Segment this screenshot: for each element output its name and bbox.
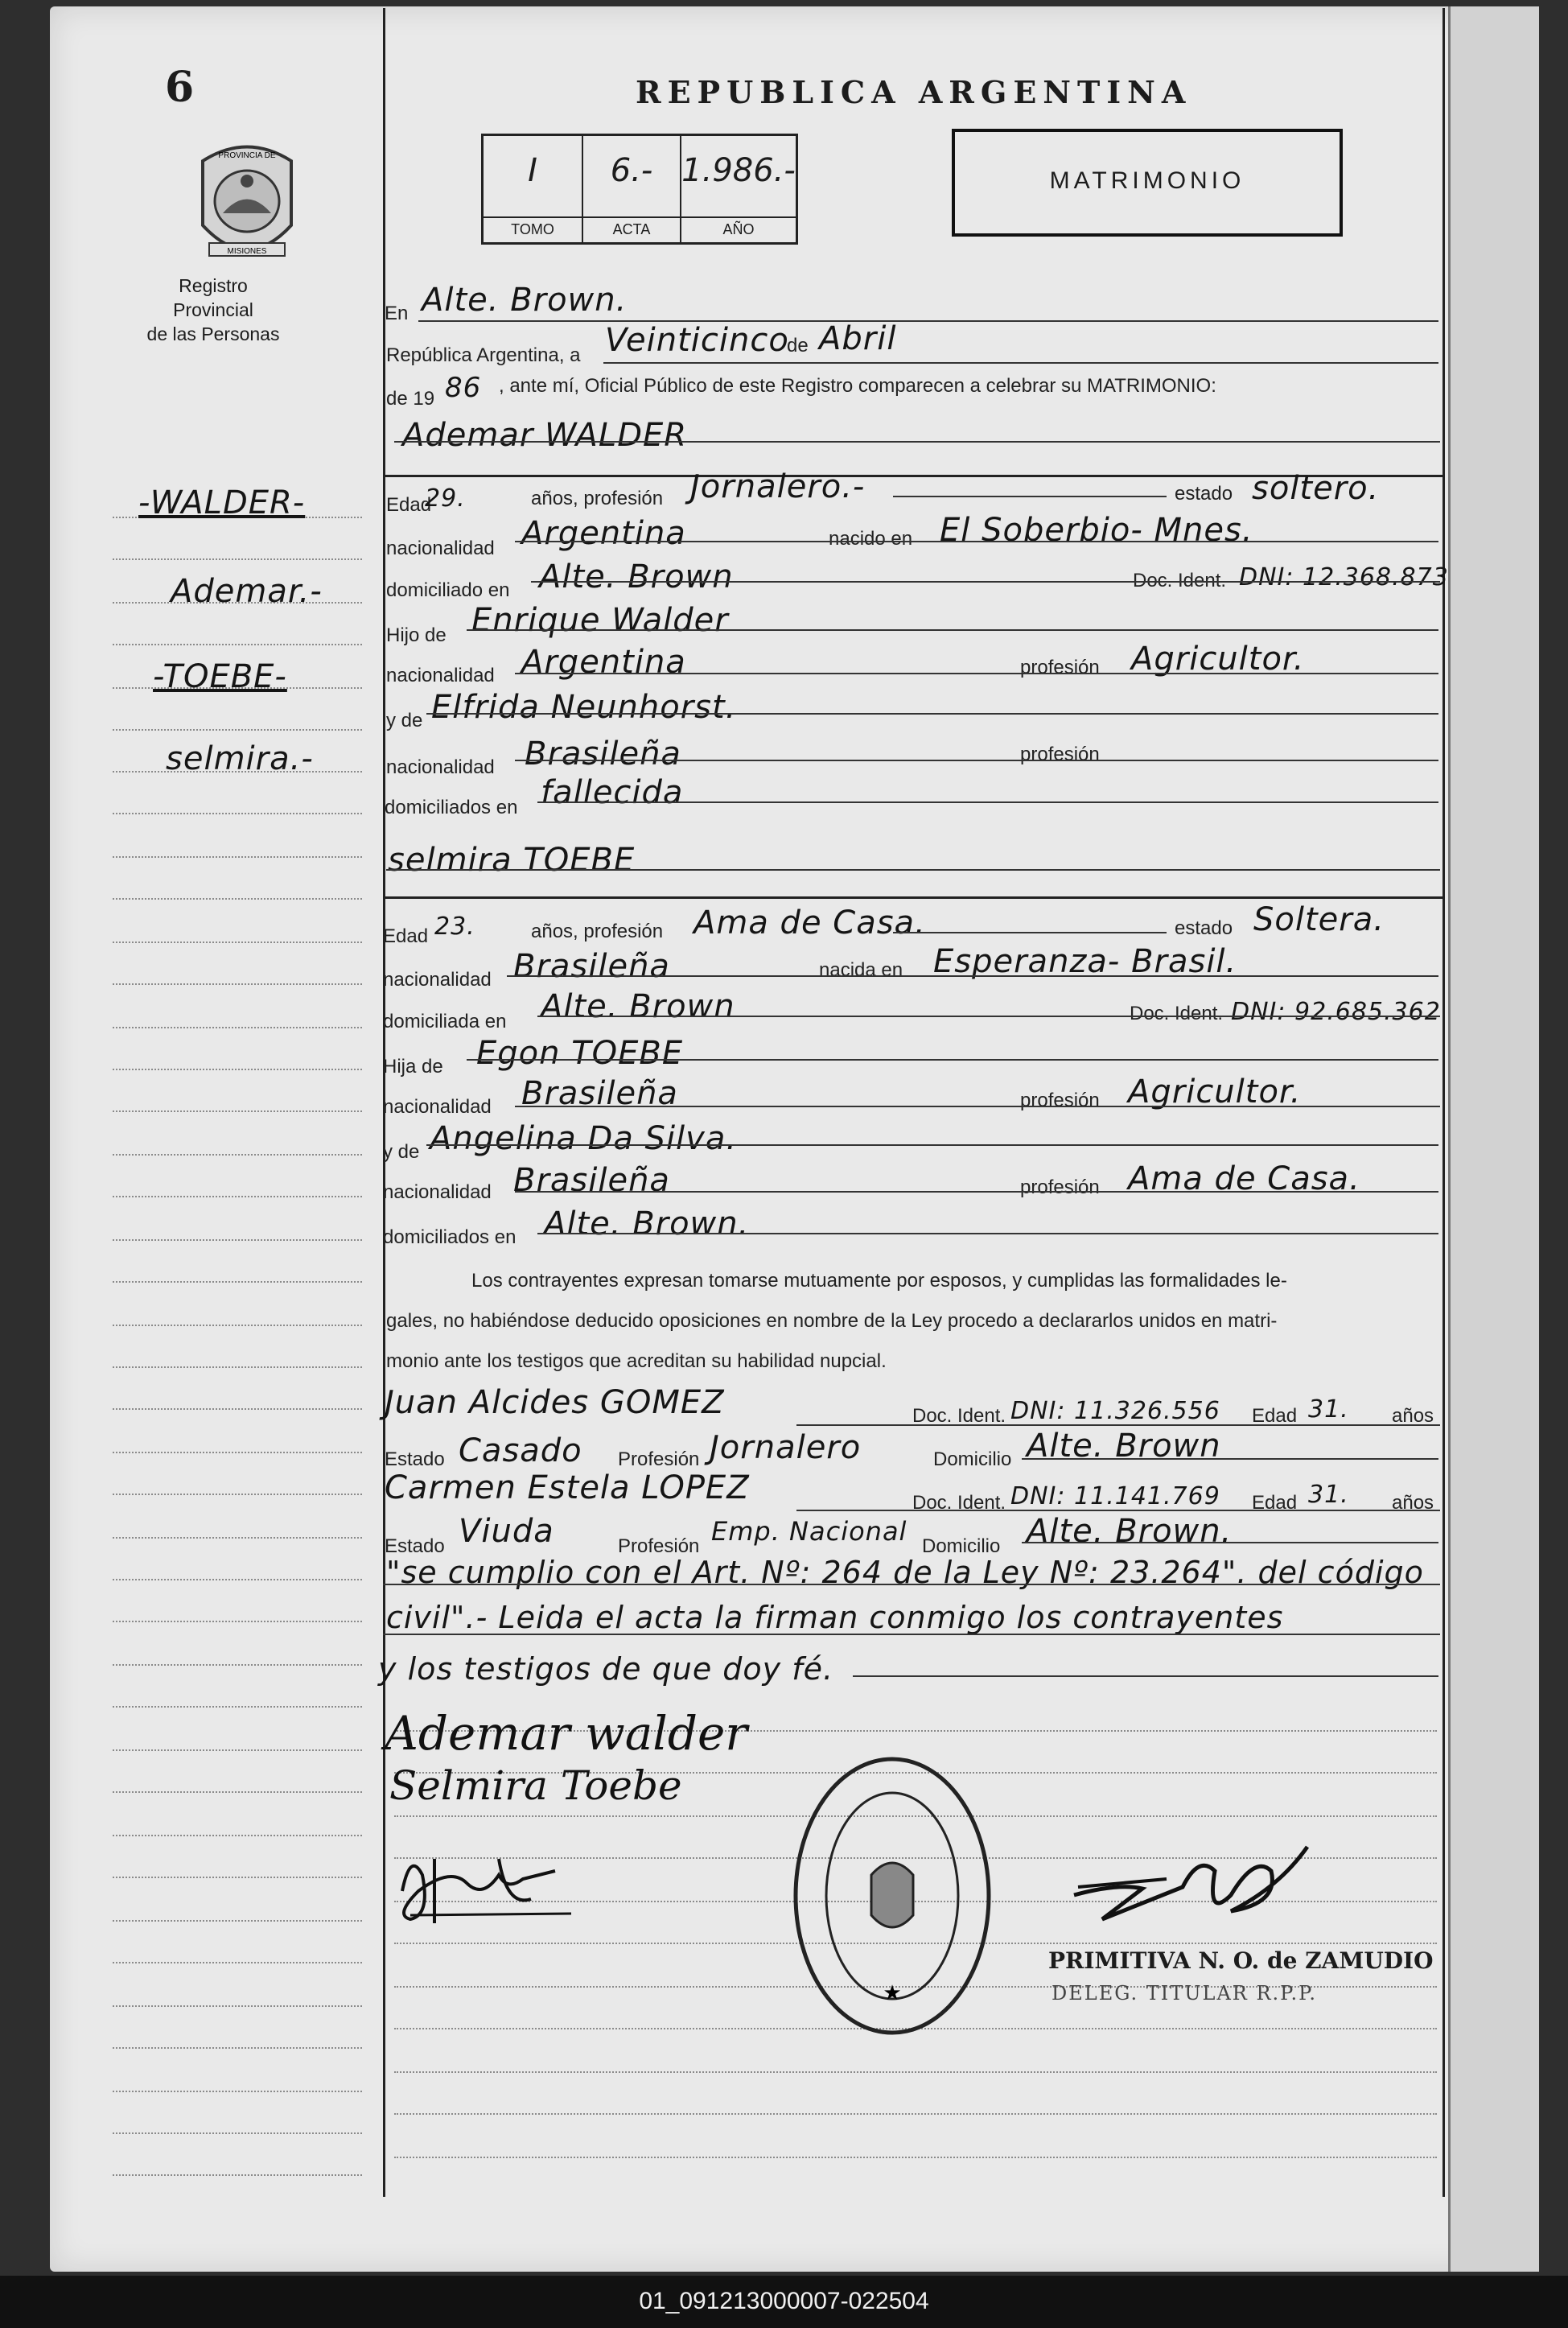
margin-line [113, 1835, 362, 1836]
rule [537, 1016, 1440, 1017]
groom-full-name: Ademar WALDER [402, 417, 688, 454]
margin-line [113, 1621, 362, 1622]
rule [467, 1059, 1438, 1061]
bride-nacida-label: nacida en [819, 959, 903, 981]
registry-label-line2: de las Personas [146, 323, 280, 344]
section-divider [385, 896, 1442, 899]
bride-mother-profession: Ama de Casa. [1128, 1160, 1360, 1197]
margin-groom-surname: -WALDER- [138, 484, 306, 521]
groom-mother-nationality: Brasileña [525, 735, 681, 773]
margin-line [113, 898, 362, 900]
margin-line [113, 856, 362, 858]
groom-father: Enrique Walder [471, 602, 729, 639]
year-suffix: 86 [445, 372, 482, 404]
witness2-doc-label: Doc. Ident. [912, 1492, 1006, 1514]
witness2-profesion-label: Profesión [618, 1535, 700, 1557]
registry-label-line1: Registro Provincial [173, 275, 253, 320]
margin-line [113, 2174, 362, 2176]
margin-line [113, 2005, 362, 2007]
rule [515, 1106, 1440, 1107]
margin-line [113, 1962, 362, 1963]
bride-doc: DNI: 92.685.362 [1231, 998, 1441, 1026]
witness2-status: Viuda [459, 1513, 554, 1550]
bride-age: 23. [434, 913, 475, 941]
witness-signature-scribble [386, 1843, 579, 1931]
bride-domicile: Alte. Brown [541, 988, 735, 1025]
notes-line1: "se cumplio con el Art. Nº: 264 de la Ley Nº: 23.264". del código [386, 1555, 1424, 1590]
declaration-line2: gales, no habiéndose deducido oposiciones en nombre de la Ley procedo a declararlos unidos en matri- [386, 1310, 1278, 1332]
bride-father-nat-label: nacionalidad [383, 1096, 492, 1118]
groom-domiciliado-label: domiciliado en [386, 579, 510, 601]
bride-birthplace: Esperanza- Brasil. [933, 943, 1237, 980]
margin-line [113, 813, 362, 814]
groom-domicile: Alte. Brown [539, 558, 734, 595]
rule [537, 1233, 1438, 1234]
rule [853, 1675, 1438, 1677]
rule [394, 441, 1440, 443]
bride-signature: Selmira Toebe [389, 1762, 682, 1809]
margin-line [113, 1664, 362, 1666]
bride-domiciliada-label: domiciliada en [383, 1011, 507, 1032]
witness1-name: Juan Alcides GOMEZ [385, 1384, 725, 1421]
margin-line [113, 1325, 362, 1326]
bride-profession: Ama de Casa. [693, 904, 926, 942]
witness2-profession: Emp. Nacional [711, 1516, 907, 1547]
rule [383, 1634, 1440, 1635]
rule [537, 801, 1438, 803]
margin-bride-surname: -TOEBE- [153, 658, 287, 695]
margin-line [113, 2132, 362, 2134]
witness2-name: Carmen Estela LOPEZ [385, 1469, 750, 1506]
rule [467, 629, 1438, 631]
de-label: de [787, 335, 809, 356]
bride-y-de-label: y de [383, 1141, 420, 1163]
groom-edad-label: Edad [386, 494, 432, 516]
tomo-cell [484, 136, 583, 242]
groom-mother-prof-label: profesión [1020, 744, 1100, 765]
margin-line [113, 942, 362, 943]
groom-marital-status: soltero. [1252, 470, 1380, 507]
witness1-age: 31. [1308, 1395, 1349, 1424]
rule [796, 1424, 1440, 1426]
registry-stamp-seal [791, 1754, 994, 2038]
margin-line [113, 558, 362, 560]
margin-line [113, 2047, 362, 2049]
seal-bottom-text: MISIONES [227, 247, 267, 256]
province-seal-icon [187, 137, 307, 274]
groom-profession: Jornalero.- [690, 468, 866, 505]
ano-label: AÑO [681, 216, 796, 238]
seal-top-text: PROVINCIA DE [218, 151, 276, 160]
margin-line [113, 1281, 362, 1283]
margin-line [113, 2091, 362, 2092]
margin-groom-name: Ademar.- [171, 573, 323, 610]
margin-line [113, 729, 362, 731]
margin-line [113, 1408, 362, 1410]
witness2-doc: DNI: 11.141.769 [1010, 1482, 1220, 1510]
bride-estado-label: estado [1175, 917, 1233, 939]
rule [515, 541, 1438, 542]
bride-marital-status: Soltera. [1253, 901, 1385, 938]
rule [603, 362, 1438, 364]
svg-text:★: ★ [883, 1981, 902, 2005]
margin-line [113, 1706, 362, 1708]
groom-profesion-label: años, profesión [531, 488, 664, 509]
groom-birthplace: El Soberbio- Mnes. [940, 512, 1253, 549]
acta-value: 6.- [610, 152, 653, 189]
en-label: En [385, 303, 409, 324]
page-number: 6 [165, 63, 195, 112]
margin-line [113, 1027, 362, 1028]
margin-line [113, 983, 362, 985]
witness2-estado-label: Estado [385, 1535, 445, 1557]
groom-nationality: Argentina [521, 515, 686, 552]
rule [531, 581, 1440, 583]
witness2-age: 31. [1308, 1481, 1349, 1509]
record-id-box [481, 134, 798, 245]
notes-line3: y los testigos de que doy fé. [378, 1651, 834, 1687]
bride-profesion-label: años, profesión [531, 921, 664, 942]
groom-father-nationality: Argentina [521, 644, 686, 681]
rule [893, 932, 1167, 933]
bride-father-profession: Agricultor. [1128, 1073, 1302, 1110]
page-title: REPUBLICA ARGENTINA [636, 74, 1192, 110]
margin-line [113, 1749, 362, 1751]
rule [1022, 1542, 1438, 1543]
groom-doc: DNI: 12.368.873 [1239, 563, 1449, 591]
rule [515, 760, 1438, 761]
intro-statement: , ante mí, Oficial Público de este Registro comparecen a celebrar su MATRIMONIO: [499, 375, 1216, 397]
bride-father-nationality: Brasileña [521, 1075, 678, 1112]
margin-line [113, 1494, 362, 1495]
officer-title: DELEG. TITULAR R.P.P. [1052, 1982, 1318, 2005]
marriage-place: Alte. Brown. [422, 282, 628, 319]
margin-line [113, 1920, 362, 1922]
rule [418, 320, 1438, 322]
groom-mother: Elfrida Neunhorst. [431, 689, 737, 726]
groom-hijo-label: Hijo de [386, 624, 447, 646]
margin-line [113, 1196, 362, 1197]
witness2-domicilio-label: Domicilio [922, 1535, 1001, 1557]
bride-mother-nationality: Brasileña [513, 1162, 670, 1199]
witness1-domicilio-label: Domicilio [933, 1448, 1012, 1470]
right-border [1442, 8, 1445, 2197]
year-prefix: de 19 [386, 388, 435, 410]
witness1-status: Casado [459, 1432, 582, 1469]
bride-mother-nat-label: nacionalidad [383, 1181, 492, 1203]
margin-line [113, 644, 362, 645]
rule [796, 1510, 1440, 1511]
marriage-month: Abril [819, 320, 897, 357]
groom-father-profession: Agricultor. [1131, 641, 1305, 678]
signature-line [394, 2113, 1437, 2115]
ano-cell [681, 136, 796, 242]
bride-nationality: Brasileña [513, 948, 670, 985]
witness1-profesion-label: Profesión [618, 1448, 700, 1470]
witness1-anos-label: años [1392, 1405, 1434, 1427]
bride-nat-label: nacionalidad [383, 969, 492, 991]
rule [426, 1144, 1438, 1146]
republica-label: República Argentina, a [386, 344, 581, 366]
groom-parents-domicile: fallecida [541, 774, 684, 811]
bride-father: Egon TOEBE [476, 1035, 684, 1072]
rule [1022, 1458, 1438, 1460]
witness1-domicile: Alte. Brown [1027, 1428, 1221, 1465]
witness2-domicile: Alte. Brown. [1027, 1513, 1233, 1550]
bride-edad-label: Edad [383, 925, 429, 947]
image-id-caption: 01_091213000007-022504 [639, 2288, 929, 2314]
groom-father-nat-label: nacionalidad [386, 665, 495, 686]
rule [507, 975, 1438, 977]
groom-father-prof-label: profesión [1020, 657, 1100, 678]
groom-estado-label: estado [1175, 483, 1233, 505]
officer-signature-scribble [1070, 1839, 1311, 1935]
rule [515, 1191, 1438, 1193]
bride-doc-label: Doc. Ident. [1130, 1003, 1224, 1024]
marriage-day: Veinticinco [605, 322, 789, 359]
margin-line [113, 1239, 362, 1241]
acta-label: ACTA [583, 216, 680, 238]
margin-bride-name: selmira.- [166, 740, 314, 777]
rule [386, 869, 1440, 871]
bride-mother-prof-label: profesión [1020, 1176, 1100, 1198]
bride-domiciliados-label: domiciliados en [383, 1226, 516, 1248]
groom-nacido-label: nacido en [829, 528, 913, 550]
rule [893, 496, 1167, 497]
bride-father-prof-label: profesión [1020, 1090, 1100, 1111]
bride-full-name: selmira TOEBE [388, 842, 636, 879]
groom-doc-label: Doc. Ident. [1133, 570, 1227, 591]
bride-mother: Angelina Da Silva. [430, 1120, 738, 1157]
witness2-anos-label: años [1392, 1492, 1434, 1514]
groom-mother-nat-label: nacionalidad [386, 756, 495, 778]
ano-value: 1.986.- [681, 152, 796, 189]
record-type-box [952, 129, 1343, 237]
groom-nat-label: nacionalidad [386, 538, 495, 559]
margin-line [113, 1791, 362, 1793]
margin-line [113, 1579, 362, 1580]
signature-line [394, 2157, 1437, 2158]
notes-line2: civil".- Leida el acta la firman conmigo los contrayentes [386, 1600, 1284, 1635]
witness1-doc-label: Doc. Ident. [912, 1405, 1006, 1427]
margin-line [113, 1154, 362, 1156]
officer-name: PRIMITIVA N. O. de ZAMUDIO [1048, 1947, 1434, 1974]
record-type: MATRIMONIO [1049, 167, 1245, 194]
rule [383, 1584, 1440, 1585]
bride-parents-domicile: Alte. Brown. [544, 1205, 750, 1242]
groom-y-de-label: y de [386, 710, 423, 731]
tomo-value: I [528, 152, 537, 189]
declaration-line3: monio ante los testigos que acreditan su habilidad nupcial. [386, 1350, 887, 1372]
groom-signature: Ademar walder [385, 1706, 748, 1761]
witness1-edad-label: Edad [1252, 1405, 1298, 1427]
margin-line [113, 1366, 362, 1368]
rule [426, 713, 1438, 715]
declaration-line1: Los contrayentes expresan tomarse mutuamente por esposos, y cumplidas las formalidades le- [471, 1270, 1287, 1292]
margin-line [113, 1452, 362, 1453]
acta-cell [583, 136, 681, 242]
rule [515, 673, 1438, 674]
tomo-label: TOMO [484, 216, 582, 238]
margin-line [113, 1069, 362, 1070]
groom-age: 29. [425, 484, 466, 513]
margin-line [113, 1537, 362, 1539]
witness1-profession: Jornalero [710, 1429, 862, 1466]
margin-line [113, 1110, 362, 1112]
margin-line [113, 1877, 362, 1878]
witness1-estado-label: Estado [385, 1448, 445, 1470]
groom-domiciliados-label: domiciliados en [385, 797, 518, 818]
witness2-edad-label: Edad [1252, 1492, 1298, 1514]
bride-hija-label: Hija de [383, 1056, 443, 1077]
witness1-doc: DNI: 11.326.556 [1010, 1397, 1220, 1425]
book-spine-edge [1448, 6, 1539, 2272]
registry-label [137, 274, 290, 346]
signature-line [394, 2071, 1437, 2073]
